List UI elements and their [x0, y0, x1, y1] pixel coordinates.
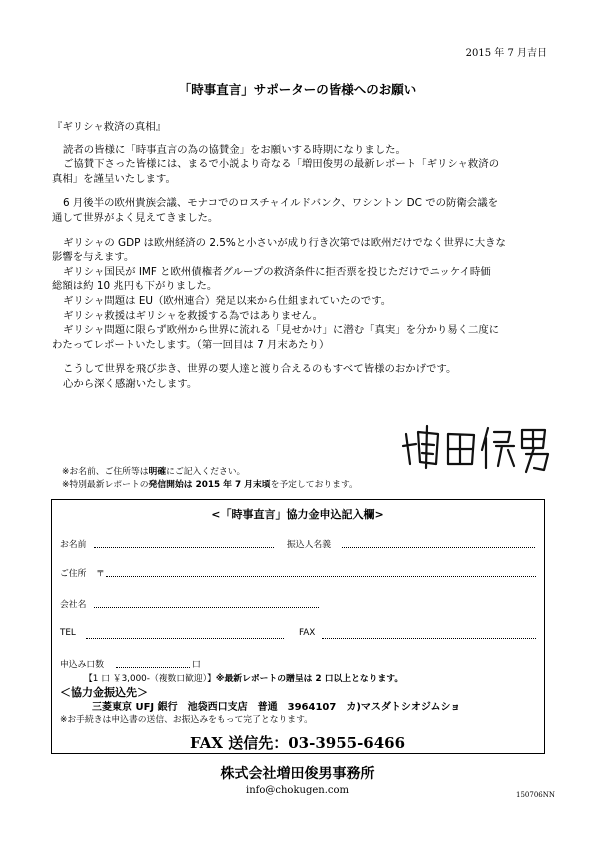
units-suffix: 口 — [192, 660, 201, 670]
price-text: 【1 口 ￥3,000-（複数口歓迎）】 — [84, 674, 216, 684]
note-emphasis: 明確 — [148, 467, 167, 477]
paragraph-8-line-1: ギリシャ問題に限らず欧州から世界に流れる「見せかけ」に潜む「真実」を分かり易く二度に — [63, 324, 500, 337]
bank-heading: ＜協力金振込先＞ — [60, 686, 148, 699]
paragraph-4-line-1: ギリシャの GDP は欧州経済の 2.5%と小さいが成り行き次第では欧州だけでなく世界に大きな — [63, 236, 506, 249]
paragraph-2-line-2: 真相」を謹呈いたします。 — [52, 172, 176, 185]
address-field[interactable] — [106, 576, 536, 577]
email-address[interactable]: info@chokugen.com — [246, 785, 349, 796]
postal-mark: 〒 — [96, 569, 105, 579]
paragraph-9: こうして世界を飛び歩き、世界の要人達と渡り合えるのもすべて皆様のおかげです。 — [63, 363, 457, 376]
units-label: 申込み口数 — [60, 660, 104, 670]
tel-field[interactable] — [86, 638, 284, 639]
paragraph-6: ギリシャ問題は EU（欧州連合）発足以来から仕組まれていたのです。 — [63, 294, 392, 307]
note-text: ※特別最新レポートの — [62, 480, 149, 490]
fax-label: FAX — [299, 628, 316, 638]
paragraph-1: 読者の皆様に「時事直言の為の協賛金」をお願いする時期になりました。 — [63, 143, 406, 156]
bank-detail: 三菱東京 UFJ 銀行 池袋西口支店 普通 3964107 カ)マスダトシオジムショ — [92, 702, 461, 713]
paragraph-10: 心から深く感謝いたします。 — [63, 377, 198, 390]
paragraph-5-line-1: ギリシャ国民が IMF と欧州債権者グループの救済条件に拒否票を投じただけでニッケイ時価 — [63, 265, 491, 278]
note-report-schedule — [62, 479, 358, 492]
address-label: ご住所 — [60, 569, 87, 579]
company-field[interactable] — [94, 607, 319, 608]
note-text: を予定しております。 — [270, 480, 358, 490]
paragraph-4-line-2: 影響を与えます。 — [52, 251, 135, 264]
company-label: 会社名 — [60, 600, 87, 610]
document-code: 150706NN — [516, 791, 555, 799]
note-text: ※お名前、ご住所等は — [62, 467, 149, 477]
form-title: <「時事直言」協力金申込記入欄> — [211, 508, 384, 521]
note-text: にご記入ください。 — [166, 467, 246, 477]
tel-label: TEL — [60, 628, 76, 638]
note-emphasis: 発信開始は 2015 年 7 月末頃 — [148, 480, 271, 490]
paragraph-8-line-2: わたってレポートいたします。（第一回目は 7 月末あたり） — [52, 338, 330, 351]
price-note: ※最新レポートの贈呈は 2 口以上となります。 — [215, 674, 404, 684]
section-heading: 『ギリシャ救済の真相』 — [52, 121, 167, 133]
units-field[interactable] — [116, 667, 190, 668]
note-address — [62, 466, 245, 479]
fax-number: FAX 送信先：03-3955-6466 — [189, 734, 406, 752]
paragraph-3-line-1: 6 月後半の欧州貴族会議、モナコでのロスチャイルドバンク、ワシントン DC での防衛会議を — [63, 197, 498, 210]
payer-label: 振込人名義 — [287, 540, 331, 550]
payer-name-field[interactable] — [342, 547, 535, 548]
page-title: 「時事直言」サポーターの皆様へのお願い — [178, 82, 417, 97]
completion-note: ※お手続きは申込書の送信、お振込みをもって完了となります。 — [60, 715, 313, 725]
name-label: お名前 — [60, 540, 87, 550]
name-field[interactable] — [94, 547, 274, 548]
paragraph-7: ギリシャ救援はギリシャを救援する為ではありません。 — [63, 309, 323, 322]
signature — [400, 420, 550, 476]
paragraph-3-line-2: 通して世界がよく見えてきました。 — [52, 211, 219, 224]
paragraph-2-line-1: ご協賛下さった皆様には、まるで小説より奇なる「増田俊男の最新レポート「ギリシャ救済の — [63, 158, 500, 171]
price-line — [84, 671, 403, 684]
paragraph-5-line-2: 総額は約 10 兆円も下がりました。 — [52, 280, 218, 293]
document-date: 2015 年 7 月吉日 — [465, 48, 547, 59]
company-name: 株式会社増田俊男事務所 — [220, 766, 375, 782]
letter-body — [52, 120, 548, 392]
fax-field[interactable] — [322, 638, 536, 639]
